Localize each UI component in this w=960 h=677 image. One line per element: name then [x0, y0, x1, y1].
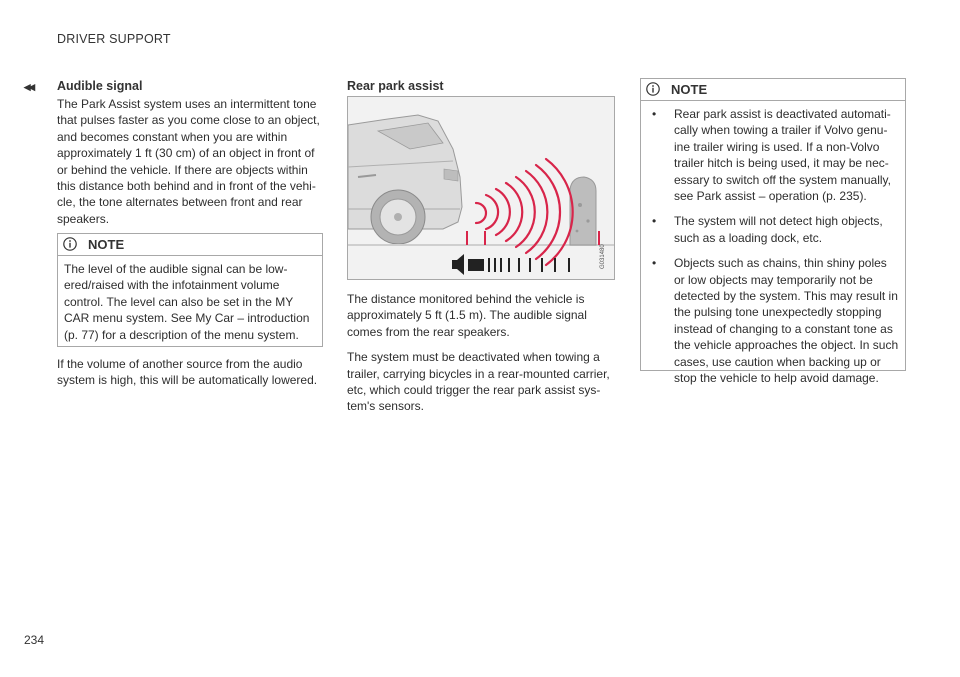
- rear-park-assist-paragraph: The distance monitored behind the vehicle is approximately 5 ft (1.5 m). The audible signal comes from the rear speakers.: [347, 292, 587, 339]
- audible-signal-body: [57, 96, 325, 236]
- info-circle-icon: [646, 82, 660, 96]
- note-label: NOTE: [671, 82, 708, 97]
- note-box: [640, 78, 906, 386]
- list-item-text: Rear park assist is deactivated automati-cally when towing a trailer if Volvo genu-ine trailer wiring is used. If a non-Volvo trailer hitch is being used, it may be nec-essary to switch off the system manually, see Park assist – operation (p. 235).: [674, 107, 891, 204]
- list-item-text: The system will not detect high objects, such as a loading dock, etc.: [674, 214, 883, 245]
- rear-park-assist-illustration: [347, 96, 615, 280]
- section-header: DRIVER SUPPORT: [57, 32, 171, 46]
- list-item: [641, 106, 903, 204]
- volume-text: If the volume of another source from the audio system is high, this will be automatically lowered.: [57, 357, 318, 388]
- note-header: [641, 79, 905, 101]
- list-item: [641, 213, 903, 246]
- rear-park-assist-body: [347, 291, 615, 424]
- bullet-icon: •: [652, 107, 657, 121]
- list-item: [641, 255, 903, 386]
- audible-signal-heading: Audible signal: [57, 79, 143, 93]
- note-body: The level of the audible signal can be low-ered/raised with the infotainment volume control. The level can also be set in the MY CAR menu system. See My Car – introduction (p. 77) for a description of the menu system.: [64, 262, 310, 342]
- continue-marker-icon: ◂◂: [24, 79, 34, 94]
- note-box: [57, 233, 323, 347]
- note-list: [641, 106, 903, 396]
- rear-park-assist-paragraph: The system must be deactivated when towing a trailer, carrying bicycles in a rear-mounted carrier, etc, which could trigger the rear park assist sys-tem's sensors.: [347, 350, 610, 414]
- note-label: NOTE: [88, 237, 125, 252]
- note-header: [58, 234, 322, 256]
- list-item-text: Objects such as chains, thin shiny poles or low objects may temporarily not be detected by the system. This may result in the pulsing tone unexpectedly stopping instead of changing to a constant tone as the vehicle approaches the object. In such cases, use caution when backing up or stop the vehicle to help avoid damage.: [674, 256, 899, 386]
- figure-code: G031480: [600, 244, 606, 269]
- bullet-icon: •: [652, 214, 657, 229]
- bullet-icon: •: [652, 256, 657, 271]
- park-assist-figure: [348, 97, 614, 279]
- rear-park-assist-heading: Rear park assist: [347, 79, 444, 93]
- page-number: 234: [24, 633, 45, 647]
- audible-signal-paragraph: The Park Assist system uses an intermittent tone that pulses faster as you come close to an object, and becomes constant when you are within approximately 1 ft (30 cm) of an object in front of or behind the vehicle. If there are objects within this distance both behind and in front of the vehi-cle, the tone alternates between front and rear speakers.: [57, 97, 320, 226]
- info-circle-icon: [63, 237, 77, 251]
